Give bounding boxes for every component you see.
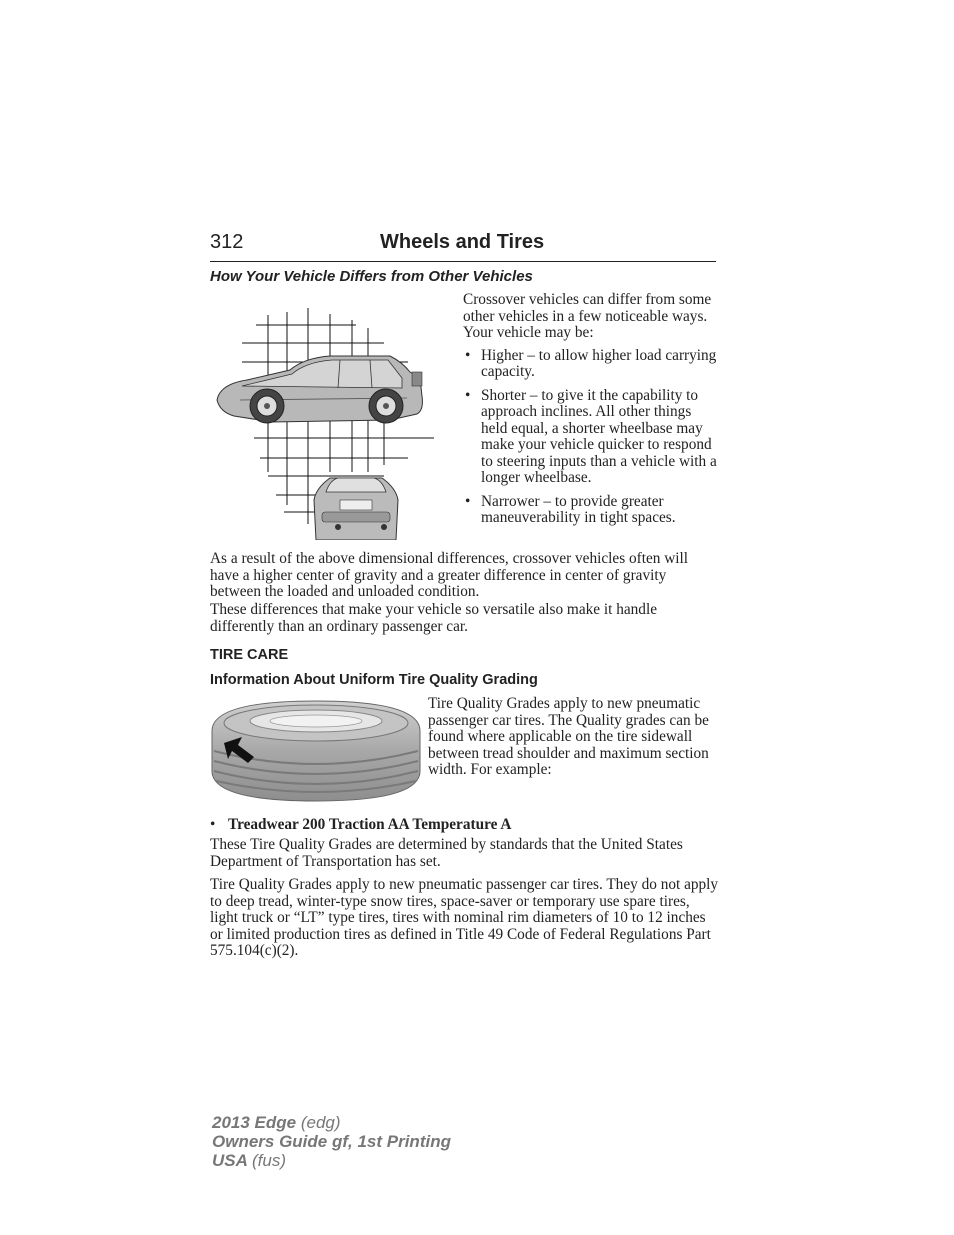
list-item: • Shorter – to give it the capability to approach inclines. All other things held equal, a shorter wheelbase may make your vehicle quicker to respond to steering inputs than a vehicle with a longer wheelbase. — [465, 386, 717, 486]
paragraph-applicability: Tire Quality Grades apply to new pneumatic passenger car tires. They do not apply to deep tread, winter-type snow tires, space-saver or temporary use spare tires, light truck or “LT” type tires, tires with nominal rim diameters of 10 to 12 inches or limited production tires as defined in Title 49 Code of Federal Regulations Part 575.104(c)(2). — [210, 876, 719, 959]
tire-grades-intro: Tire Quality Grades apply to new pneumatic passenger car tires. The Quality grades can be found where applicable on the tire sidewall between tread shoulder and maximum section width. For example: — [428, 695, 709, 778]
dimension-list — [463, 348, 718, 527]
footer-line-model: 2013 Edge (edg) — [212, 1113, 341, 1132]
section-heading: How Your Vehicle Differs from Other Vehicles — [210, 268, 533, 285]
utqg-heading: Information About Uniform Tire Quality Grading — [210, 672, 538, 688]
tire-sidewall-illustration — [210, 697, 422, 805]
paragraph-differences: These differences that make your vehicle so versatile also make it handle differently than an ordinary passenger car. — [210, 601, 657, 635]
page-header — [210, 229, 716, 262]
list-item: • Narrower – to provide greater maneuverability in tight spaces. — [465, 492, 676, 526]
footer-line-market: USA (fus) — [212, 1151, 286, 1170]
chapter-title: Wheels and Tires — [380, 231, 545, 253]
page-footer — [212, 1113, 451, 1170]
page-number: 312 — [210, 231, 244, 253]
paragraph-result: As a result of the above dimensional differences, crossover vehicles often will have a higher center of gravity and a greater difference in center of gravity between the loaded and unloaded condition. — [210, 550, 689, 600]
vehicle-dimensions-illustration — [212, 300, 450, 540]
paragraph-standards: These Tire Quality Grades are determined by standards that the United States Department of Transportation has set. — [210, 836, 683, 870]
intro-block — [463, 292, 718, 534]
footer-line-guide: Owners Guide gf, 1st Printing — [212, 1132, 451, 1151]
intro-text: Crossover vehicles can differ from some other vehicles in a few noticeable ways. Your vehicle may be: — [463, 291, 712, 341]
list-item: • Higher – to allow higher load carrying capacity. — [465, 346, 717, 380]
tire-care-heading: TIRE CARE — [210, 647, 289, 663]
grade-example: • Treadwear 200 Traction AA Temperature A — [210, 816, 512, 833]
